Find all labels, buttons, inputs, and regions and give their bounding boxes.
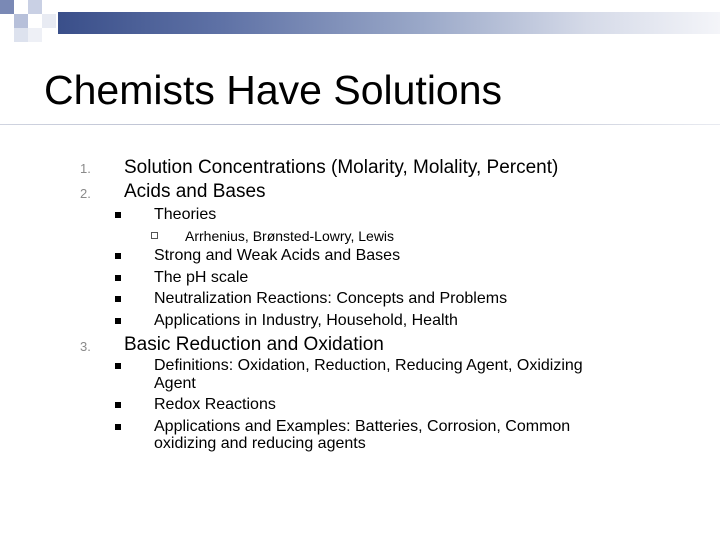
bullet-square-icon <box>115 363 121 369</box>
list-subitem: Applications and Examples: Batteries, Corrosion, Common <box>154 418 571 435</box>
bullet-square-icon <box>115 318 121 324</box>
bullet-square-icon <box>115 402 121 408</box>
list-item: Acids and Bases <box>124 181 266 202</box>
list-subitem-continuation: oxidizing and reducing agents <box>154 435 366 452</box>
list-subitem: The pH scale <box>154 269 249 286</box>
list-subitem: Theories <box>154 206 217 223</box>
bullet-square-icon <box>115 212 121 218</box>
decor-square <box>14 28 28 42</box>
list-subitem: Redox Reactions <box>154 396 276 413</box>
list-item: Solution Concentrations (Molarity, Molality, Percent) <box>124 157 559 178</box>
bullet-square-icon <box>115 275 121 281</box>
list-subitem: Applications in Industry, Household, Health <box>154 312 458 329</box>
slide-title: Chemists Have Solutions <box>44 67 503 113</box>
list-number: 3. <box>80 339 91 354</box>
decor-square <box>42 14 56 28</box>
list-subsubitem: Arrhenius, Brønsted-Lowry, Lewis <box>185 228 395 244</box>
bullet-square-icon <box>115 253 121 259</box>
list-number: 1. <box>80 161 91 176</box>
list-number: 2. <box>80 186 91 201</box>
decor-square <box>0 0 14 14</box>
bullet-square-icon <box>115 296 121 302</box>
list-item: Basic Reduction and Oxidation <box>124 334 384 355</box>
list-subitem: Definitions: Oxidation, Reduction, Reducing Agent, Oxidizing <box>154 357 583 374</box>
list-subitem-continuation: Agent <box>154 375 196 392</box>
list-subitem: Neutralization Reactions: Concepts and Problems <box>154 290 508 307</box>
decor-square <box>28 28 42 42</box>
list-subitem: Strong and Weak Acids and Bases <box>154 247 401 264</box>
title-divider <box>0 124 720 125</box>
bullet-square-icon <box>115 424 121 430</box>
decor-square <box>14 14 28 28</box>
decor-square <box>28 0 42 14</box>
header-gradient-band <box>58 12 720 34</box>
bullet-hollow-square-icon <box>151 232 158 239</box>
